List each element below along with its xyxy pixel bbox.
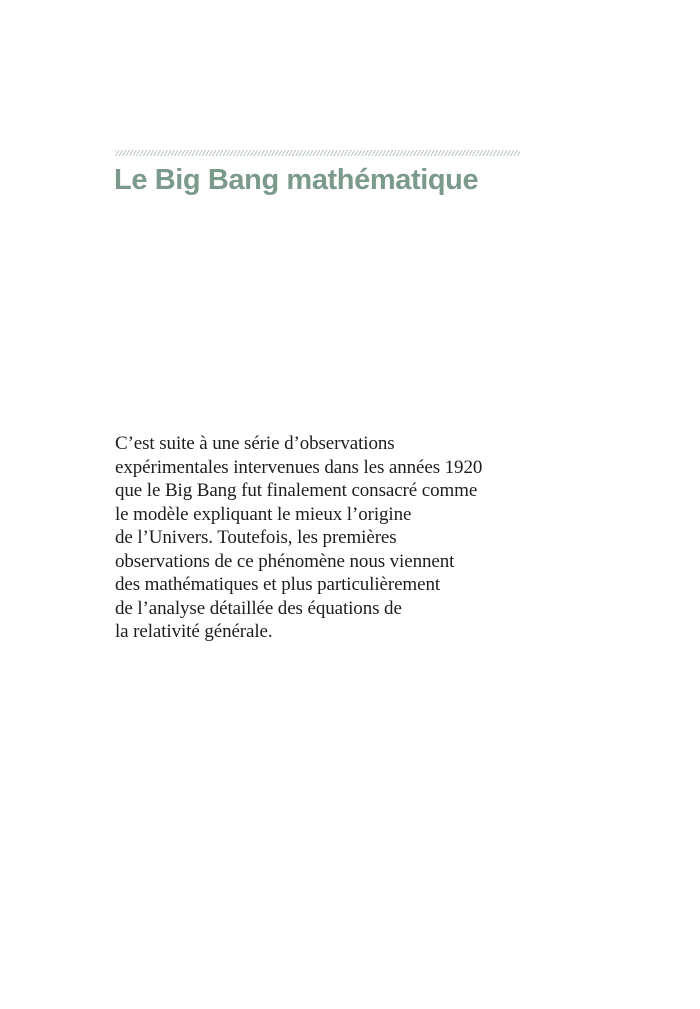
paragraph-line: la relativité générale. <box>115 621 273 642</box>
paragraph-line: de l’Univers. Toutefois, les premières <box>115 527 397 548</box>
paragraph-line: observations de ce phénomène nous viennent <box>115 550 455 572</box>
chapter-title: Le Big Bang mathématique <box>114 164 479 196</box>
paragraph-line: C’est suite à une série d’observations <box>115 433 395 454</box>
paragraph-line: expérimentales intervenues dans les années 1920 <box>115 456 483 478</box>
paragraph-line: de l’analyse détaillée des équations de <box>115 597 402 619</box>
title-divider-rule <box>115 150 520 156</box>
paragraph-line: le modèle expliquant le mieux l’origine <box>115 503 412 525</box>
paragraph-line: que le Big Bang fut finalement consacré comme <box>115 480 478 501</box>
paragraph-line: des mathématiques et plus particulièrement <box>115 574 441 595</box>
intro-paragraph <box>115 432 535 644</box>
